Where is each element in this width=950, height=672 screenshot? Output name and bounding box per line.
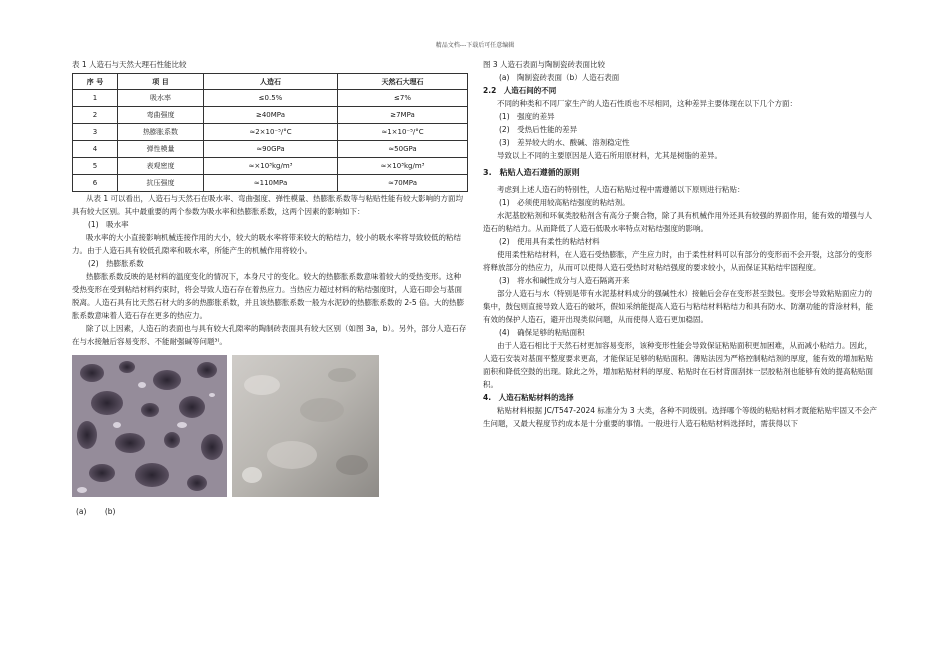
figure-subcaption: (a) 陶制瓷砖表面（b）人造石表面 bbox=[499, 73, 620, 82]
table-cell: 4 bbox=[73, 141, 118, 158]
image-labels bbox=[72, 505, 468, 518]
table-header-row bbox=[73, 74, 468, 90]
table-cell: ≥40MPa bbox=[204, 107, 338, 124]
table-row bbox=[73, 158, 468, 175]
paragraph: 部分人造石与水（特别是带有水泥基材料成分的强碱性水）接触后会存在变形甚至鼓包。变形会导致粘贴面应力的集中，鼓包则直接导致人造石的破坏，假如采纳能提高人造石与粘结材料粘结力和具有防水、防潮功能的背涂材料，能有效的保护人造石，避开出现类似问题，从而使得人造石更加稳固。 bbox=[483, 289, 873, 324]
paragraph: 使用柔性粘结材料，在人造石受热膨胀，产生应力时，由于柔性材料可以有部分的变形而不会开裂，这部分的变形将释放部分的热应力，从而可以使得人造石受热时对粘结强度的要求较小，从而保证其粘结牢固程度。 bbox=[483, 250, 872, 272]
table-cell: ≈×10³kg/m³ bbox=[338, 158, 468, 175]
artificial-stone-surface-image bbox=[232, 355, 379, 497]
table-row bbox=[73, 124, 468, 141]
table-cell: 1 bbox=[73, 90, 118, 107]
list-item: (4) 确保足够的粘贴面积 bbox=[499, 328, 585, 337]
list-item: (2) 使用具有柔性的粘结材料 bbox=[499, 237, 600, 246]
list-item: (1) 强度的差异 bbox=[499, 112, 555, 121]
table-cell: ≈2×10⁻⁵/°C bbox=[204, 124, 338, 141]
list-item: (3) 将水和碱性成分与人造石隔离开来 bbox=[499, 276, 630, 285]
subheading: (2) 热膨胀系数 bbox=[88, 259, 144, 268]
paragraph: 考虑到上述人造石的特别性，人造石粘贴过程中需遵循以下原则进行粘贴： bbox=[497, 185, 745, 194]
subheading: (1) 吸水率 bbox=[88, 220, 129, 229]
table-row bbox=[73, 141, 468, 158]
table-cell: ≈90GPa bbox=[204, 141, 338, 158]
paragraph: 由于人造石相比于天然石材更加容易变形，该种变形性能会导致保证粘贴面积更加困难，从而减小粘结力。因此，人造石安装对基面平整度要求更高，才能保证足够的粘贴面积。薄贴法因为严格控制粘结剂的厚度，能有效的增加粘贴面积和降低空鼓的出现。除此之外，增加粘贴材料的厚度、粘贴时在石材背面刮抹一层胶粘剂也能够有效的提高粘贴面积。 bbox=[483, 341, 873, 389]
table-cell: ≈110MPa bbox=[204, 175, 338, 192]
table-header-cell: 天然石大理石 bbox=[338, 74, 468, 90]
table-cell: ≤7% bbox=[338, 90, 468, 107]
table-cell: 表观密度 bbox=[118, 158, 204, 175]
table-header-cell: 序 号 bbox=[73, 74, 118, 90]
header-note: 精品文档---下载后可任意编辑 bbox=[435, 42, 515, 49]
table-header-cell: 人造石 bbox=[204, 74, 338, 90]
table-caption: 表 1 人造石与天然大理石性能比较 bbox=[72, 60, 187, 69]
section-heading: 3. 粘贴人造石遵循的原则 bbox=[483, 168, 580, 177]
table-cell: 2 bbox=[73, 107, 118, 124]
paragraph: 导致以上不同的主要原因是人造石所用原材料，尤其是树脂的差异。 bbox=[497, 151, 722, 160]
table-cell: 弯曲强度 bbox=[118, 107, 204, 124]
table-cell: ≈×10³kg/m³ bbox=[204, 158, 338, 175]
figure-images bbox=[72, 355, 468, 497]
paragraph: 不同的种类和不同厂家生产的人造石性质也不尽相同，这种差异主要体现在以下几个方面： bbox=[497, 99, 797, 108]
table-cell: 弹性模量 bbox=[118, 141, 204, 158]
right-column bbox=[483, 58, 879, 430]
table-cell: 5 bbox=[73, 158, 118, 175]
left-column bbox=[72, 58, 468, 518]
paragraph: 热膨胀系数反映的是材料的温度变化的情况下，本身尺寸的变化。较大的热膨胀系数意味着较大的受热变形。这种受热变形在受到粘结材料约束时，将会导致人造石存在着热应力。当热应力超过材料的粘结强度时，人造石即会与基面脱离。人造石具有比天然石材大的多的热膨胀系数，并且该热膨胀系数一般为水泥砂的热膨胀系数的 2-5 倍。大的热膨胀系数意味着人造石存在更多的热应力。 bbox=[72, 272, 465, 320]
table-cell: ≈70MPa bbox=[338, 175, 468, 192]
table-row bbox=[73, 175, 468, 192]
figure-caption: 图 3 人造石表面与陶制瓷砖表面比较 bbox=[483, 60, 606, 69]
paragraph: 从表 1 可以看出，人造石与天然石在吸水率、弯曲强度、弹性模量、热膨胀系数等与粘贴性能有较大影响的方面均具有较大区别。其中最重要的两个参数为吸水率和热膨胀系数，这两个因素的影响如下： bbox=[72, 194, 464, 216]
table-header-cell: 项 目 bbox=[118, 74, 204, 90]
image-a-label: (a) bbox=[76, 507, 87, 516]
list-item: (2) 受热后性能的差异 bbox=[499, 125, 578, 134]
table-row bbox=[73, 90, 468, 107]
section-heading: 4. 人造石粘贴材料的选择 bbox=[483, 393, 574, 402]
table-cell: 热膨胀系数 bbox=[118, 124, 204, 141]
paragraph: 除了以上因素，人造石的表面也与具有较大孔隙率的陶制砖表面具有较大区别（如图 3a，b）。另外，部分人造石存在与水接触后容易变形、不能耐强碱等问题³⁾。 bbox=[72, 324, 467, 346]
ceramic-tile-surface-image bbox=[72, 355, 227, 497]
table-cell: 吸水率 bbox=[118, 90, 204, 107]
table-cell: 6 bbox=[73, 175, 118, 192]
table-cell: ≤0.5% bbox=[204, 90, 338, 107]
paragraph: 水泥基胶粘剂和环氧类胶粘剂含有高分子聚合物，除了具有机械作用外还具有较强的界面作用，能有效的增强与人造石的粘结力。从而降低了人造石低吸水率特点对粘结强度的影响。 bbox=[483, 211, 872, 233]
image-b-label: (b) bbox=[104, 507, 116, 516]
table-cell: ≈50GPa bbox=[338, 141, 468, 158]
paragraph: 粘贴材料根据 JC/T547-2024 标准分为 3 大类，各种不同级别。选择哪个等级的粘贴材料才既能粘贴牢固又不会产生问题，又最大程度节约成本是十分重要的事情。一般进行人造石粘贴材料选择时，需获得以下 bbox=[483, 406, 877, 428]
table-cell: 3 bbox=[73, 124, 118, 141]
table-cell: 抗压强度 bbox=[118, 175, 204, 192]
list-item: (1) 必须使用较高粘结强度的粘结剂。 bbox=[499, 198, 630, 207]
section-heading: 2.2 人造石间的不同 bbox=[483, 86, 557, 95]
table-row bbox=[73, 107, 468, 124]
table-cell: ≈1×10⁻⁵/°C bbox=[338, 124, 468, 141]
paragraph: 吸水率的大小直接影响机械连接作用的大小，较大的吸水率将带来较大的粘结力，较小的吸水率将导致较低的粘结力。由于人造石具有较低孔隙率和吸水率，所能产生的机械作用将较小。 bbox=[72, 233, 461, 255]
table-cell: ≥7MPa bbox=[338, 107, 468, 124]
comparison-table bbox=[72, 73, 468, 192]
list-item: (3) 差异较大的水、酸碱、溶剂稳定性 bbox=[499, 138, 630, 147]
